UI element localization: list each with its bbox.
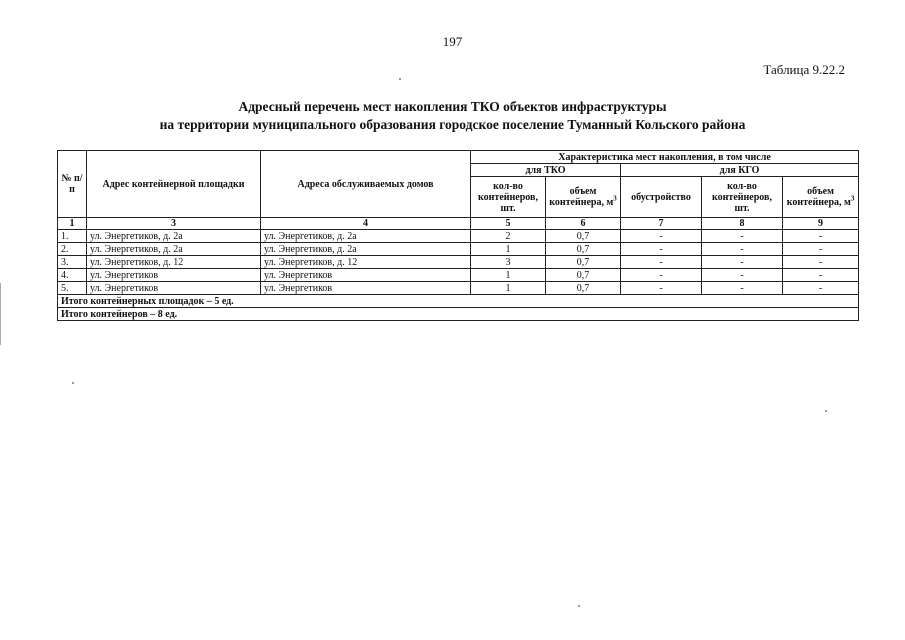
- cell-site-address: ул. Энергетиков, д. 2а: [87, 230, 261, 243]
- cell-tko-count: 1: [471, 243, 546, 256]
- cell-kgo-volume: -: [783, 256, 859, 269]
- header-characteristics: Характеристика мест накопления, в том числе: [471, 151, 859, 164]
- cell-num: 3.: [58, 256, 87, 269]
- volume-unit-power: 3: [613, 194, 617, 203]
- cell-tko-count: 2: [471, 230, 546, 243]
- header-kgo-arrangement: обустройство: [621, 177, 702, 218]
- cell-kgo-arrangement: -: [621, 243, 702, 256]
- cell-num: 2.: [58, 243, 87, 256]
- header-tko-volume-text: объем контейнера, м: [549, 186, 614, 208]
- cell-kgo-arrangement: -: [621, 230, 702, 243]
- cell-kgo-volume: -: [783, 269, 859, 282]
- cell-kgo-volume: -: [783, 282, 859, 295]
- cell-tko-volume: 0,7: [546, 243, 621, 256]
- table-row: [58, 256, 859, 269]
- cell-kgo-count: -: [702, 243, 783, 256]
- total-sites: Итого контейнерных площадок – 5 ед.: [58, 295, 859, 308]
- column-number: 3: [87, 218, 261, 230]
- cell-kgo-count: -: [702, 269, 783, 282]
- cell-site-address: ул. Энергетиков, д. 12: [87, 256, 261, 269]
- cell-tko-volume: 0,7: [546, 230, 621, 243]
- header-served-addresses: Адреса обслуживаемых домов: [261, 151, 471, 218]
- table-row: [58, 243, 859, 256]
- header-kgo-count: кол-во контейнеров, шт.: [702, 177, 783, 218]
- header-kgo-volume: [783, 177, 859, 218]
- header-num: № п/п: [58, 151, 87, 218]
- column-number: 9: [783, 218, 859, 230]
- table-row: [58, 230, 859, 243]
- totals-containers-row: [58, 308, 859, 321]
- document-title: [0, 98, 905, 134]
- table-row: [58, 269, 859, 282]
- column-number: 8: [702, 218, 783, 230]
- table-label: Таблица 9.22.2: [763, 62, 845, 77]
- cell-kgo-arrangement: -: [621, 269, 702, 282]
- document-title-line-1: Адресный перечень мест накопления ТКО объектов инфраструктуры: [238, 99, 667, 114]
- cell-served-address: ул. Энергетиков, д. 12: [261, 256, 471, 269]
- containers-table: [57, 150, 859, 321]
- cell-site-address: ул. Энергетиков, д. 2а: [87, 243, 261, 256]
- cell-num: 4.: [58, 269, 87, 282]
- cell-kgo-volume: -: [783, 230, 859, 243]
- cell-tko-count: 3: [471, 256, 546, 269]
- column-number: 7: [621, 218, 702, 230]
- cell-site-address: ул. Энергетиков: [87, 282, 261, 295]
- cell-served-address: ул. Энергетиков, д. 2а: [261, 243, 471, 256]
- column-number: 5: [471, 218, 546, 230]
- total-containers: Итого контейнеров – 8 ед.: [58, 308, 859, 321]
- cell-kgo-count: -: [702, 256, 783, 269]
- column-number: 6: [546, 218, 621, 230]
- table-row: [58, 282, 859, 295]
- cell-tko-volume: 0,7: [546, 282, 621, 295]
- cell-num: 1.: [58, 230, 87, 243]
- cell-tko-volume: 0,7: [546, 256, 621, 269]
- column-number: 1: [58, 218, 87, 230]
- cell-tko-count: 1: [471, 282, 546, 295]
- header-tko-count: кол-во контейнеров, шт.: [471, 177, 546, 218]
- header-site-address: Адрес контейнерной площадки: [87, 151, 261, 218]
- cell-served-address: ул. Энергетиков, д. 2а: [261, 230, 471, 243]
- cell-served-address: ул. Энергетиков: [261, 269, 471, 282]
- scan-artifact-dot: [578, 605, 580, 607]
- totals-sites-row: [58, 295, 859, 308]
- document-title-line-2: на территории муниципального образования городское поселение Туманный Кольского района: [159, 117, 746, 132]
- cell-served-address: ул. Энергетиков: [261, 282, 471, 295]
- cell-tko-count: 1: [471, 269, 546, 282]
- cell-num: 5.: [58, 282, 87, 295]
- scan-edge-mark: [0, 283, 1, 345]
- column-number: 4: [261, 218, 471, 230]
- cell-kgo-volume: -: [783, 243, 859, 256]
- header-kgo-group: для КГО: [621, 164, 859, 177]
- header-kgo-volume-text: объем контейнера, м: [786, 186, 851, 208]
- cell-kgo-count: -: [702, 230, 783, 243]
- scan-artifact-dot: [399, 78, 401, 80]
- cell-kgo-count: -: [702, 282, 783, 295]
- cell-kgo-arrangement: -: [621, 256, 702, 269]
- volume-unit-power: 3: [850, 194, 855, 203]
- header-tko-group: для ТКО: [471, 164, 621, 177]
- page-number: 197: [442, 34, 463, 49]
- cell-tko-volume: 0,7: [546, 269, 621, 282]
- header-tko-volume: [546, 177, 621, 218]
- cell-site-address: ул. Энергетиков: [87, 269, 261, 282]
- scan-artifact-dot: [825, 410, 827, 412]
- cell-kgo-arrangement: -: [621, 282, 702, 295]
- scan-artifact-dot: [72, 382, 74, 384]
